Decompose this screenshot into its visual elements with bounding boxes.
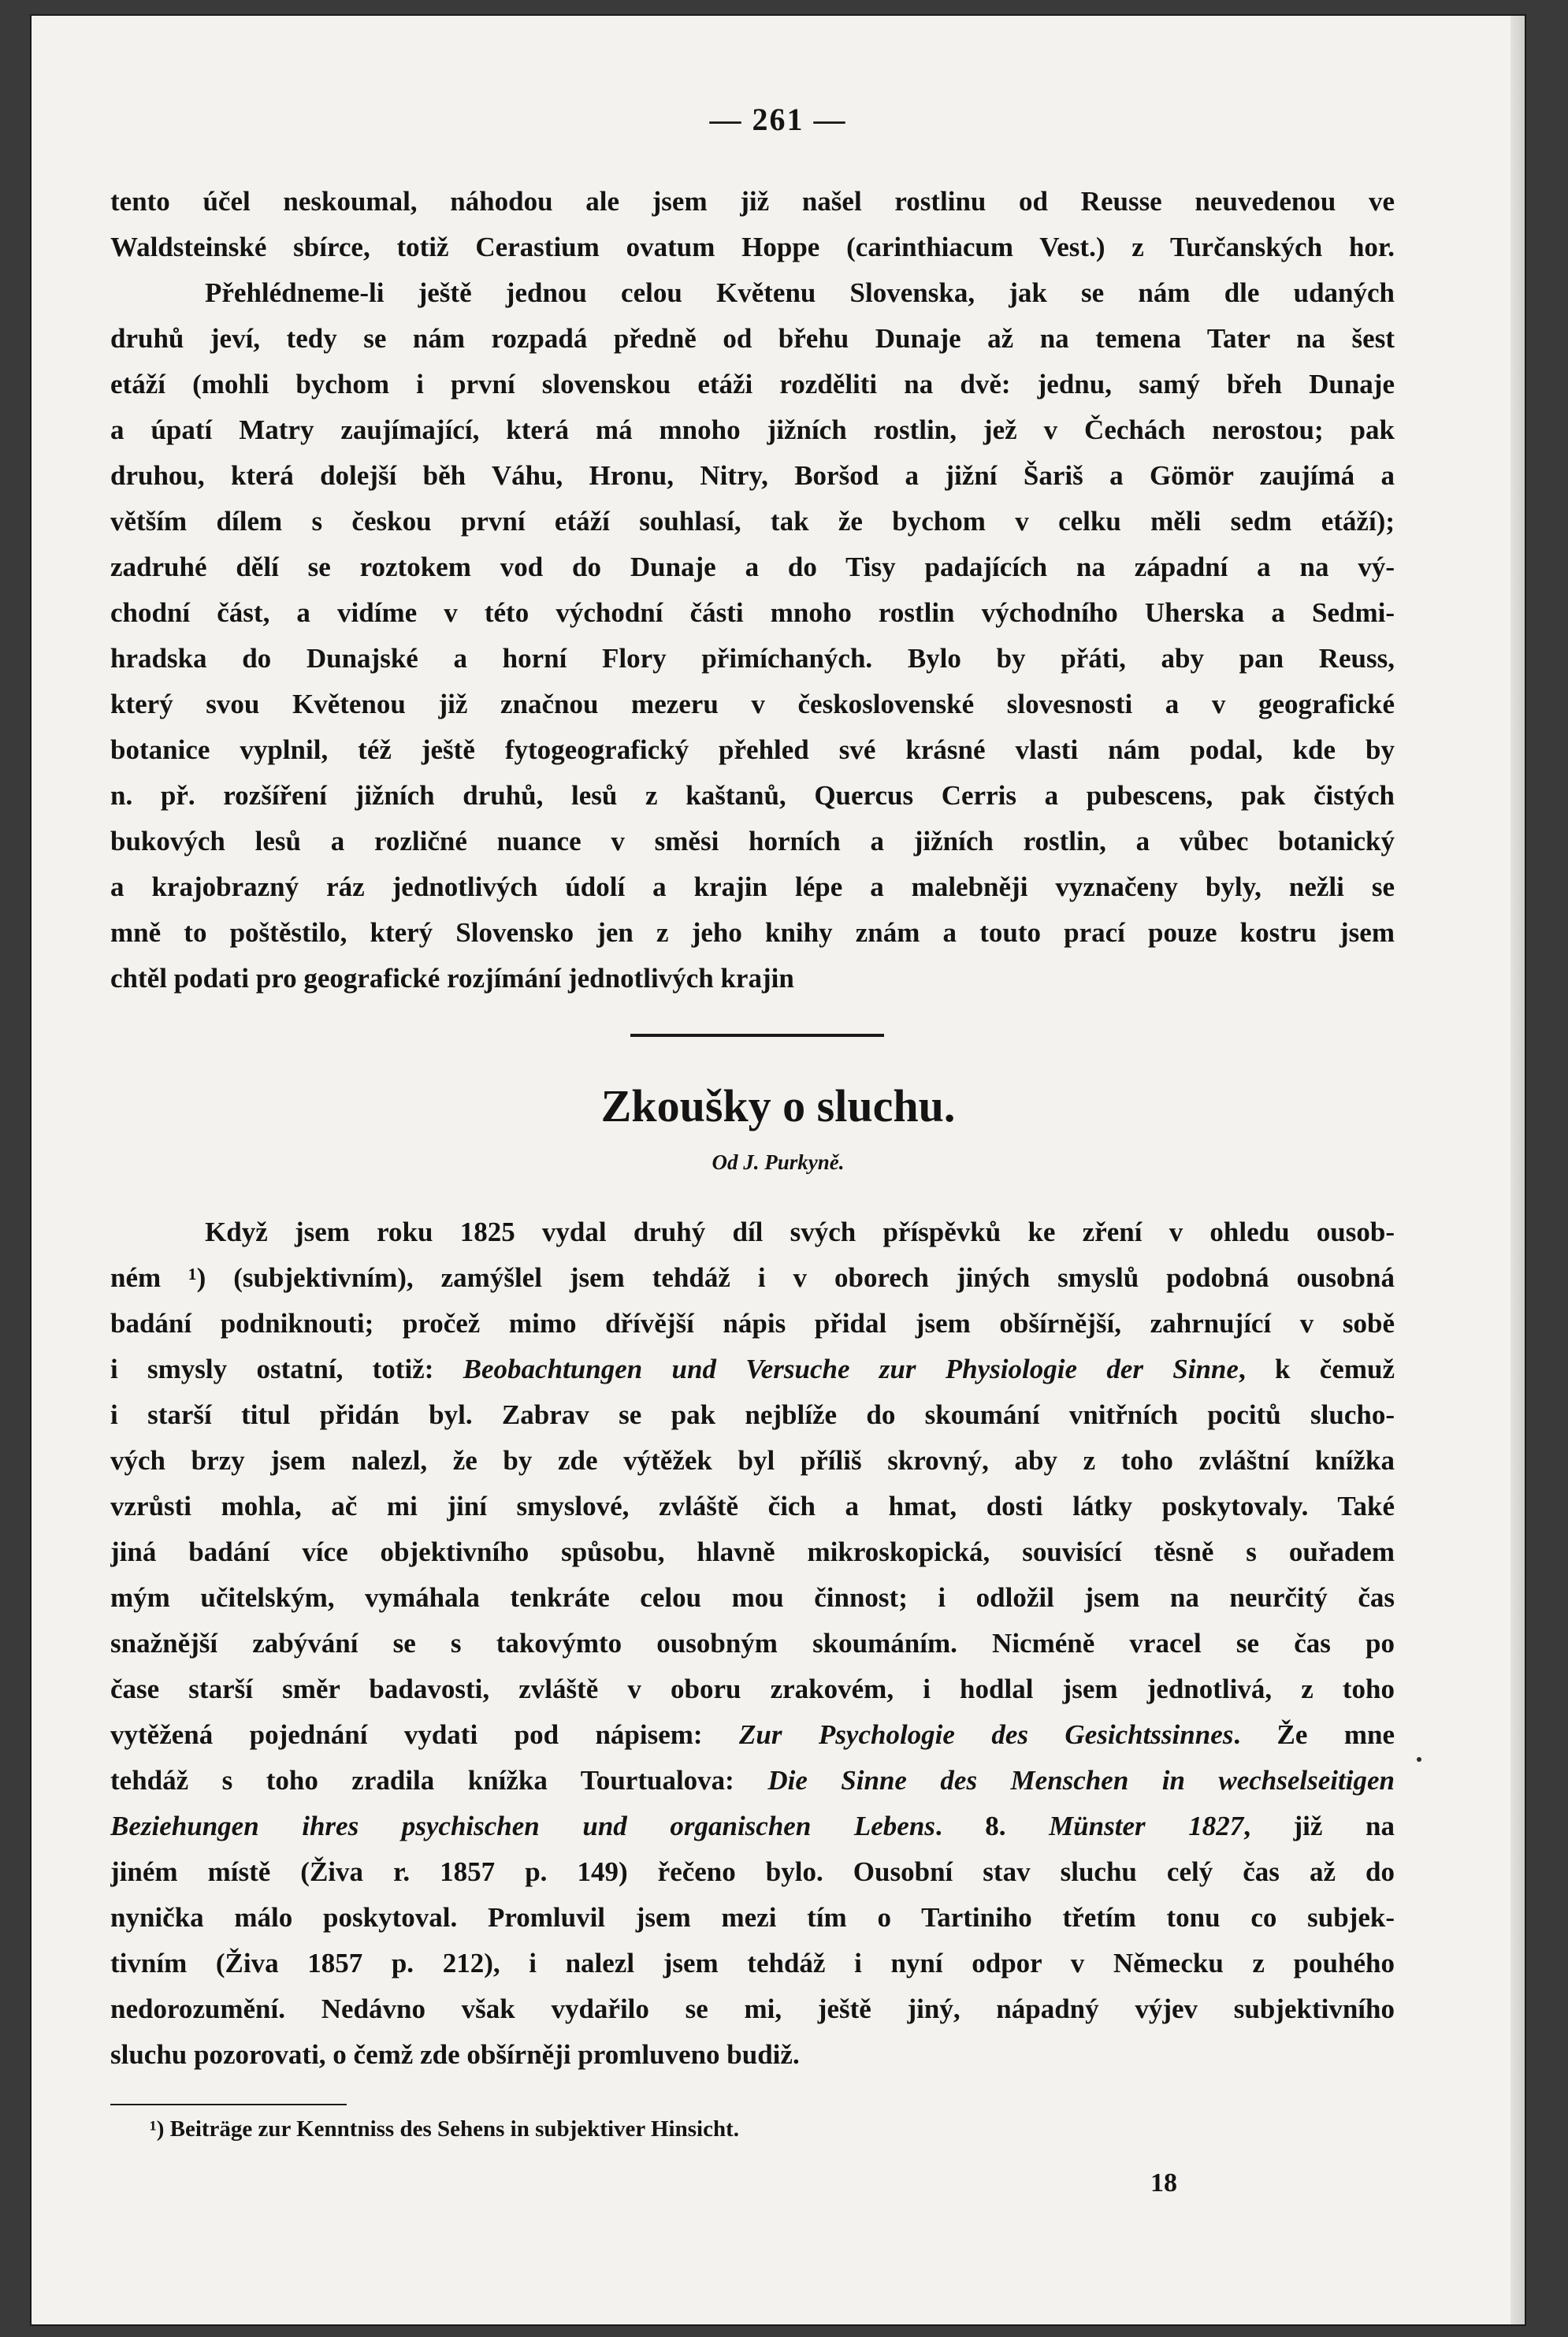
text-line: hradska do Dunajské a horní Flory přimíchaných. Bylo by přáti, aby pan Reuss, (110, 643, 1395, 674)
text-run: . Že mne (1233, 1719, 1395, 1750)
paragraph-hearing (110, 1209, 1395, 2078)
text-line: čase starší směr badavosti, zvláště v oboru zrakovém, i hodlal jsem jednotlivá, z toho (110, 1674, 1395, 1704)
text-line: badání podniknouti; pročež mimo dřívější nápis přidal jsem obšírnější, zahrnující v sobě (110, 1308, 1395, 1339)
text-line: jiném místě (Živa r. 1857 p. 149) řečeno bylo. Ousobní stav sluchu celý čas až do (110, 1856, 1395, 1887)
text-line: mně to poštěstilo, který Slovensko jen z jeho knihy znám a touto prací pouze kostru jsem (110, 917, 1395, 948)
book-title-italic: Beobachtungen und Versuche zur Physiologie der Sinne (463, 1354, 1239, 1384)
text-line: druhou, která dolejší běh Váhu, Hronu, Nitry, Boršod a jižní Šariš a Gömör zaujímá a (110, 460, 1395, 491)
book-title-italic: Beziehungen ihres psychischen und organischen Lebens (110, 1811, 935, 1841)
text-line: tento účel neskoumal, náhodou ale jsem již našel rostlinu od Reusse neuvedenou ve (110, 186, 1395, 217)
text-line: Waldsteinské sbírce, totiž Cerastium ovatum Hoppe (carinthiacum Vest.) z Turčanských hor. (110, 232, 1395, 262)
text-line (110, 1804, 1395, 1849)
book-title-italic: Zur Psychologie des Gesichtssinnes (739, 1719, 1234, 1750)
text-line: druhů jeví, tedy se nám rozpadá předně od břehu Dunaje až na temena Tater na šest (110, 323, 1395, 354)
text-line: ném ¹) (subjektivním), zamýšlel jsem tehdáž i v oborech jiných smyslů podobná ousobná (110, 1262, 1395, 1293)
text-line: který svou Květenou již značnou mezeru v československé slovesnosti a v geografické (110, 689, 1395, 719)
book-page (32, 16, 1525, 2324)
text-run: . 8. (934, 1811, 1050, 1841)
text-line: a krajobrazný ráz jednotlivých údolí a krajin lépe a malebněji vyznačeny byly, nežli se (110, 871, 1395, 902)
text-line: Když jsem roku 1825 vydal druhý díl svých příspěvků ke zření v ohledu ousob- (205, 1217, 1395, 1247)
text-line: chtěl podati pro geografické rozjímání jednotlivých krajin (110, 963, 794, 994)
text-line (110, 1758, 1395, 1804)
text-line: větším dílem s českou první etáží souhlasí, tak že bychom v celku měli sedm etáží); (110, 506, 1395, 537)
running-header: — 261 — (709, 102, 847, 137)
text-line: a úpatí Matry zaujímající, která má mnoho jižních rostlin, jež v Čechách nerostou; pak (110, 414, 1395, 445)
text-line: vých brzy jsem nalezl, že by zde výtěžek byl příliš skrovný, aby z toho zvláštní knížka (110, 1445, 1395, 1476)
text-line: zadruhé dělí se roztokem vod do Dunaje a do Tisy padajících na západní a na vý- (110, 552, 1395, 582)
text-line: n. př. rozšíření jižních druhů, lesů z kaštanů, Quercus Cerris a pubescens, pak čistých (110, 780, 1395, 811)
text-line: bukových lesů a rozličné nuance v směsi horních a jižních rostlin, a vůbec botanický (110, 826, 1395, 856)
text-line (110, 1712, 1395, 1758)
text-line: vzrůsti mohla, ač mi jiní smyslové, zvláště čich a hmat, dosti látky poskytovaly. Také (110, 1491, 1395, 1521)
paragraph-botany (110, 179, 1395, 1001)
text-run: vytěžená pojednání vydati pod nápisem: (110, 1719, 740, 1750)
text-line: nynička málo poskytoval. Promluvil jsem mezi tím o Tartiniho třetím tonu co subjek- (110, 1902, 1395, 1933)
text-line: nedorozumění. Nedávno však vydařilo se mi, ještě jiný, nápadný výjev subjektivního (110, 1993, 1395, 2024)
text-run: i smysly ostatní, totiž: (110, 1354, 463, 1384)
text-line (110, 1347, 1395, 1392)
article-title: Zkoušky o sluchu. (600, 1080, 956, 1131)
article-author: Od J. Purkyně. (712, 1150, 845, 1174)
text-line: tivním (Živa 1857 p. 212), i nalezl jsem tehdáž i nyní odpor v Německu z pouhého (110, 1948, 1395, 1978)
text-run: , k čemuž (1238, 1354, 1395, 1384)
text-line: snažnější zabývání se s takovýmto ousobným skoumáním. Nicméně vracel se čas po (110, 1628, 1395, 1659)
text-line: jiná badání více objektivního spůsobu, hlavně mikroskopická, souvisící těsně s ouřadem (110, 1536, 1395, 1567)
text-line: Přehlédneme-li ještě jednou celou Květenu Slovenska, jak se nám dle udaných (205, 277, 1395, 308)
text-line: mým učitelským, vymáhala tenkráte celou mou činnost; i odložil jsem na neurčitý čas (110, 1582, 1395, 1613)
text-run: , již na (1243, 1811, 1395, 1841)
book-title-italic: Die Sinne des Menschen in wechselseitigen (767, 1765, 1395, 1796)
text-line: botanice vyplnil, též ještě fytogeografický přehled své krásné vlasti nám podal, kde by (110, 734, 1395, 765)
signature-number: 18 (1150, 2168, 1177, 2198)
text-line: etáží (mohli bychom i první slovenskou etáži rozděliti na dvě: jednu, samý břeh Dunaje (110, 369, 1395, 399)
section-divider (630, 1034, 884, 1037)
print-speck (1417, 1757, 1421, 1762)
footnote-rule (110, 2104, 347, 2105)
book-place-italic: Münster 1827 (1049, 1811, 1244, 1841)
footnote: ¹) Beiträge zur Kenntniss des Sehens in subjektiver Hinsicht. (150, 2116, 739, 2142)
text-line: chodní část, a vidíme v této východní části mnoho rostlin východního Uherska a Sedmi- (110, 597, 1395, 628)
text-line: sluchu pozorovati, o čemž zde obšírněji promluveno budiž. (110, 2039, 800, 2070)
text-line: i starší titul přidán byl. Zabrav se pak nejblíže do skoumání vnitřních pocitů slucho- (110, 1399, 1395, 1430)
text-run: tehdáž s toho zradila knížka Tourtualova: (110, 1765, 768, 1796)
